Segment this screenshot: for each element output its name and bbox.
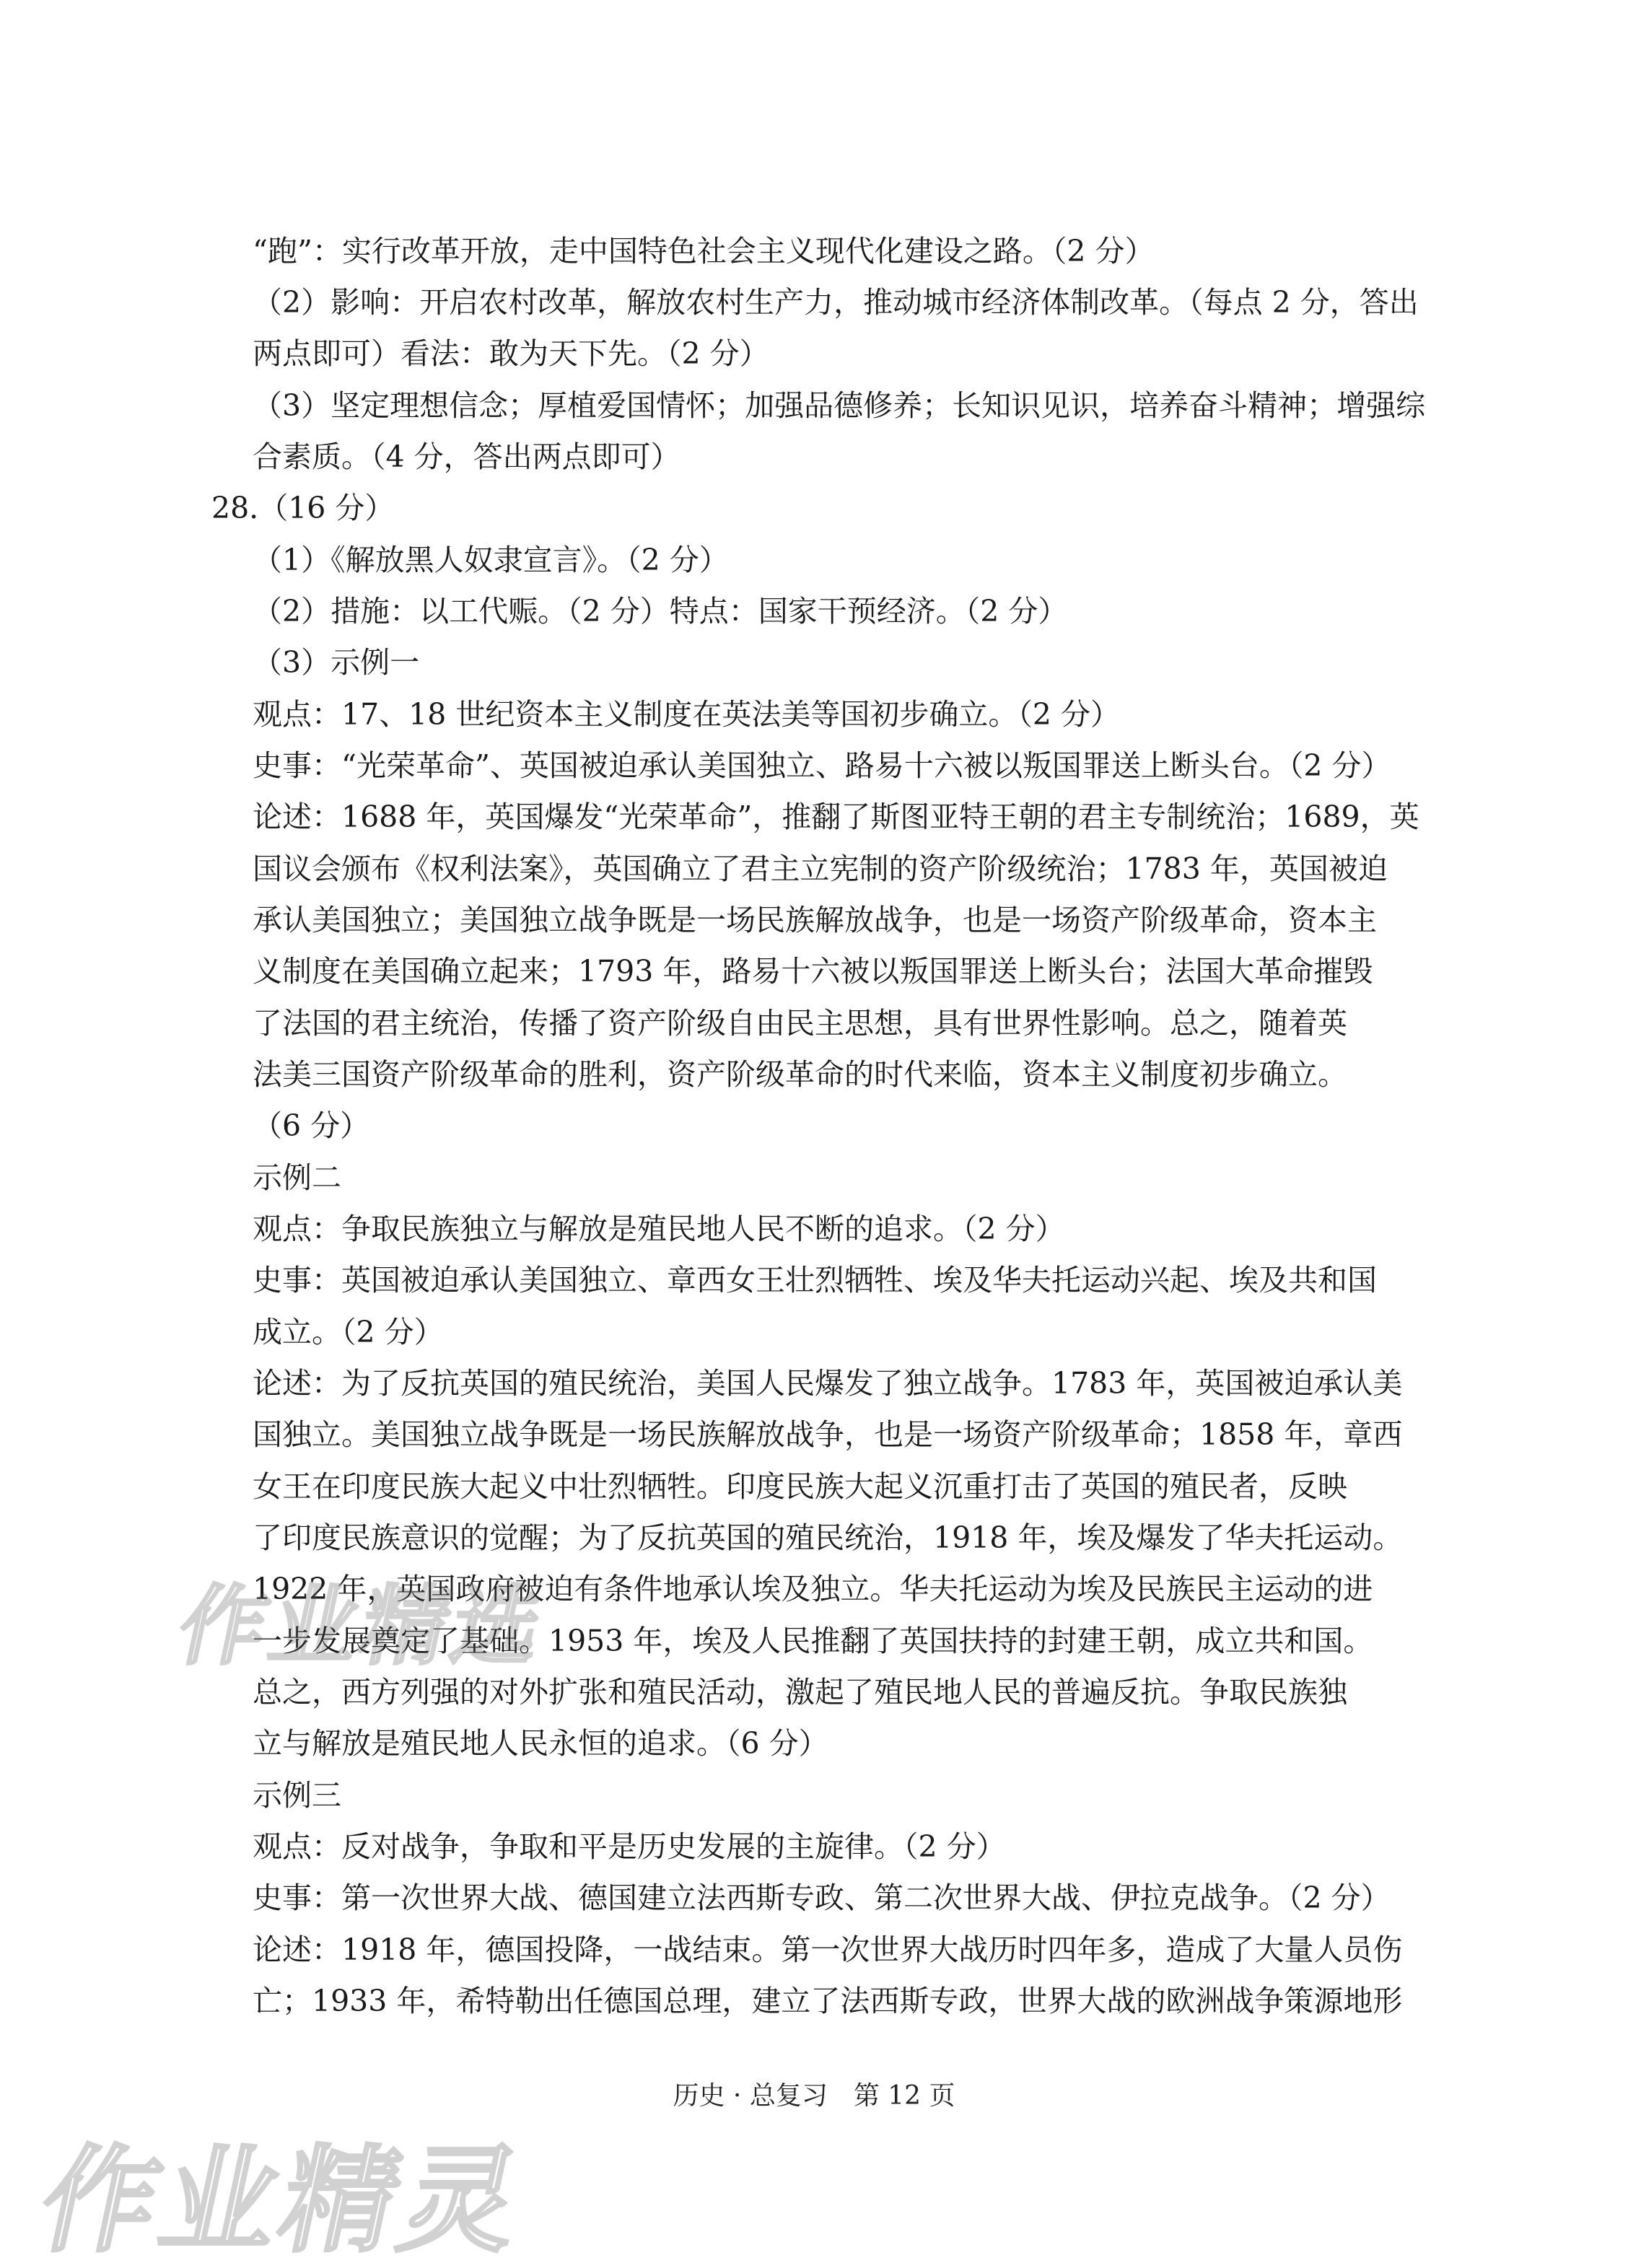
question-number: 28.（16 分） [211,491,395,525]
text-line: 1922 年，英国政府被迫有条件地承认埃及独立。华夫托运动为埃及民族民主运动的进 [253,1572,1373,1606]
text-line: 合素质。（4 分，答出两点即可） [253,439,680,474]
page-footer: 历史 · 总复习 第 12 页 [673,2081,955,2111]
text-line: 承认美国独立；美国独立战争既是一场民族解放战争，也是一场资产阶级革命，资本主 [253,903,1377,937]
text-line: 国议会颁布《权利法案》，英国确立了君主立宪制的资产阶级统治；1783 年，英国被迫 [253,851,1388,886]
text-line: 亡；1933 年，希特勒出任德国总理，建立了法西斯专政，世界大战的欧洲战争策源地形 [253,1984,1403,2018]
text-line: 观点：反对战争，争取和平是历史发展的主旋律。（2 分） [253,1829,1006,1864]
watermark-logo: 作业精选 [170,1577,555,1677]
text-line: 示例三 [253,1778,341,1813]
text-line: （2）影响：开启农村改革，解放农村生产力，推动城市经济体制改革。（每点 2 分，答出 [253,285,1419,320]
text-line: 国独立。美国独立战争既是一场民族解放战争，也是一场资产阶级革命；1858 年，章西 [253,1417,1403,1452]
text-line: （1）《解放黑人奴隶宣言》。（2 分） [253,543,729,577]
text-line: （3）坚定理想信念；厚植爱国情怀；加强品德修养；长知识见识，培养奋斗精神；增强综 [253,388,1426,423]
text-line: 示例二 [253,1160,341,1195]
text-line: 成立。（2 分） [253,1315,444,1349]
text-line: 了法国的君主统治，传播了资产阶级自由民主思想，具有世界性影响。总之，随着英 [253,1006,1347,1041]
text-line: 史事：“光荣革命”、英国被迫承认美国独立、路易十六被以叛国罪送上断头台。（2 分） [253,748,1391,783]
text-line: （3）示例一 [253,645,420,680]
text-line: 法美三国资产阶级革命的胜利，资产阶级革命的时代来临，资本主义制度初步确立。 [253,1057,1347,1092]
text-line: 了印度民族意识的觉醒；为了反抗英国的殖民统治，1918 年，埃及爆发了华夫托运动。 [253,1520,1403,1555]
text-line: 论述：1918 年，德国投降，一战结束。第一次世界大战历时四年多，造成了大量人员伤 [253,1932,1403,1967]
text-line: 史事：英国被迫承认美国独立、章西女王壮烈牺牲、埃及华夫托运动兴起、埃及共和国 [253,1263,1377,1297]
text-line: 总之，西方列强的对外扩张和殖民活动，激起了殖民地人民的普遍反抗。争取民族独 [253,1675,1347,1709]
text-line: 一步发展奠定了基础。1953 年，埃及人民推翻了英国扶持的封建王朝，成立共和国。 [253,1624,1373,1658]
text-line: 论述：为了反抗英国的殖民统治，美国人民爆发了独立战争。1783 年，英国被迫承认美 [253,1366,1403,1401]
text-line: 观点：争取民族独立与解放是殖民地人民不断的追求。（2 分） [253,1212,1065,1246]
text-line: 史事：第一次世界大战、德国建立法西斯专政、第二次世界大战、伊拉克战争。（2 分） [253,1880,1391,1915]
text-line: 义制度在美国确立起来；1793 年，路易十六被以叛国罪送上断头台；法国大革命摧毁 [253,954,1373,989]
text-line: （6 分） [253,1108,370,1143]
text-line: 论述：1688 年，英国爆发“光荣革命”，推翻了斯图亚特王朝的君主专制统治；1689，英 [253,800,1419,834]
watermark-logo: 作业精灵 [29,2133,537,2268]
text-line: 立与解放是殖民地人民永恒的追求。（6 分） [253,1726,828,1761]
text-line: 观点：17、18 世纪资本主义制度在英法美等国初步确立。（2 分） [253,697,1120,732]
text-line: 两点即可）看法：敢为天下先。（2 分） [253,336,769,371]
text-line: 女王在印度民族大起义中壮烈牺牲。印度民族大起义沉重打击了英国的殖民者，反映 [253,1469,1347,1504]
text-line: “跑”：实行改革开放，走中国特色社会主义现代化建设之路。（2 分） [253,234,1155,268]
text-line: （2）措施：以工代赈。（2 分）特点：国家干预经济。（2 分） [253,594,1068,629]
